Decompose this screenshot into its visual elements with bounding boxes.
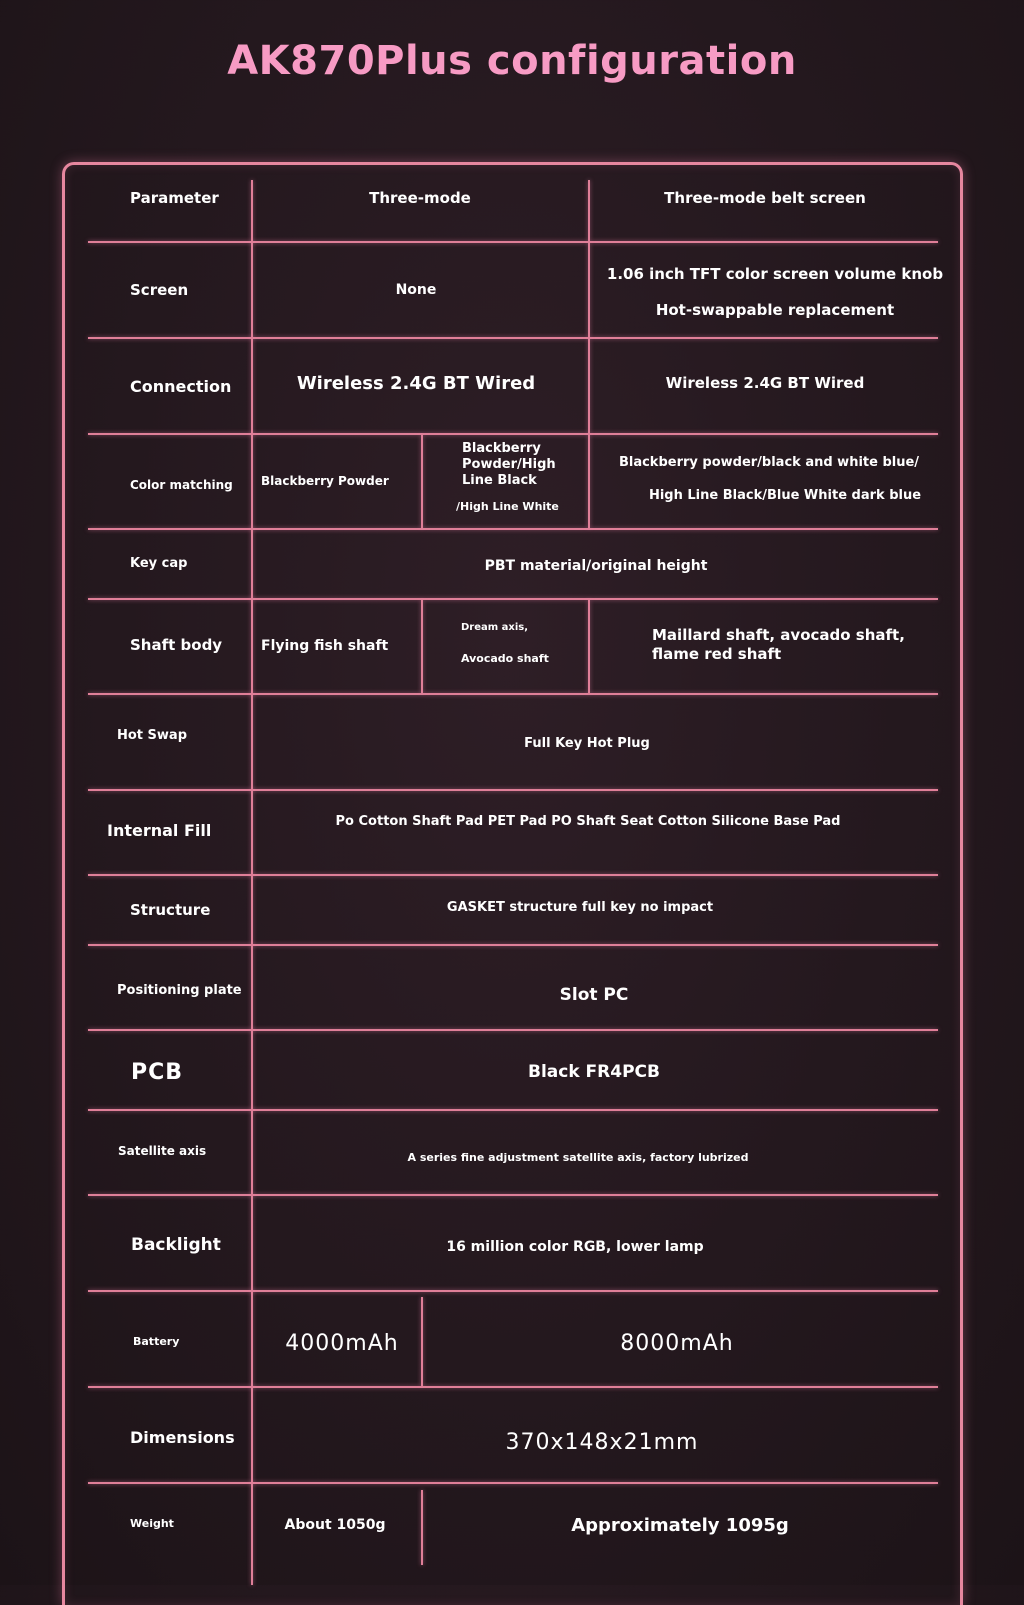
hot-swap-value: Full Key Hot Plug — [524, 735, 650, 751]
keycap-label: Key cap — [130, 555, 188, 571]
screen-belt-value-line1: 1.06 inch TFT color screen volume knob — [606, 264, 944, 283]
color-matching-label: Color matching — [130, 477, 233, 492]
header-three-mode: Three-mode — [369, 188, 471, 207]
shaft-body-option-b-line2: Avocado shaft — [461, 652, 549, 666]
battery-three-mode-value: 4000mAh — [285, 1331, 399, 1357]
internal-fill-value: Po Cotton Shaft Pad PET Pad PO Shaft Seat Cotton Silicone Base Pad — [335, 813, 841, 829]
dimensions-label: Dimensions — [130, 1428, 235, 1447]
color-matching-belt-line2: High Line Black/Blue White dark blue — [648, 487, 922, 503]
color-matching-option-b-line2: /High Line White — [456, 500, 559, 514]
weight-label: Weight — [130, 1517, 174, 1531]
pcb-label: PCB — [131, 1060, 184, 1086]
weight-belt-value: Approximately 1095g — [571, 1514, 789, 1536]
battery-label: Battery — [133, 1335, 180, 1349]
dimensions-value: 370x148x21mm — [505, 1430, 699, 1456]
structure-label: Structure — [130, 900, 211, 919]
column-divider — [421, 435, 423, 528]
pcb-value: Black FR4PCB — [528, 1062, 660, 1083]
connection-three-mode-value: Wireless 2.4G BT Wired — [296, 372, 536, 394]
color-matching-option-a: Blackberry Powder — [261, 474, 389, 488]
positioning-plate-label: Positioning plate — [117, 982, 242, 998]
structure-value: GASKET structure full key no impact — [446, 899, 714, 915]
shaft-body-label: Shaft body — [130, 635, 223, 654]
satellite-axis-value: A series fine adjustment satellite axis, factory lubrized — [407, 1151, 749, 1165]
positioning-plate-value: Slot PC — [559, 985, 629, 1006]
connection-label: Connection — [130, 377, 232, 396]
column-divider — [588, 600, 590, 693]
screen-three-mode-value: None — [395, 282, 437, 299]
color-matching-belt-line1: Blackberry powder/black and white blue/ — [618, 454, 920, 470]
shaft-body-belt-value: Maillard shaft, avocado shaft, flame red shaft — [652, 626, 905, 663]
header-three-mode-belt-screen: Three-mode belt screen — [664, 188, 866, 207]
battery-belt-value: 8000mAh — [620, 1331, 734, 1357]
column-divider — [588, 180, 590, 241]
backlight-label: Backlight — [131, 1235, 221, 1256]
column-divider — [588, 435, 590, 528]
column-divider — [421, 1490, 423, 1565]
column-divider — [588, 243, 590, 337]
connection-belt-value: Wireless 2.4G BT Wired — [665, 373, 865, 392]
column-divider — [421, 600, 423, 693]
column-divider — [588, 339, 590, 433]
color-matching-option-b-line1: Blackberry Powder/High Line Black — [462, 440, 556, 489]
keycap-value: PBT material/original height — [484, 558, 708, 575]
screen-label: Screen — [130, 280, 189, 299]
header-parameter-label: Parameter — [130, 188, 219, 207]
hot-swap-label: Hot Swap — [117, 727, 188, 743]
weight-three-mode-value: About 1050g — [284, 1517, 386, 1534]
column-divider — [251, 180, 253, 1585]
shaft-body-option-b-line1: Dream axis, — [461, 621, 529, 633]
internal-fill-label: Internal Fill — [107, 821, 212, 840]
satellite-axis-label: Satellite axis — [118, 1143, 207, 1158]
shaft-body-option-a: Flying fish shaft — [261, 637, 389, 654]
backlight-value: 16 million color RGB, lower lamp — [446, 1239, 704, 1256]
page-title: AK870Plus configuration — [227, 38, 797, 84]
screen-belt-value-line2: Hot-swappable replacement — [655, 300, 895, 319]
